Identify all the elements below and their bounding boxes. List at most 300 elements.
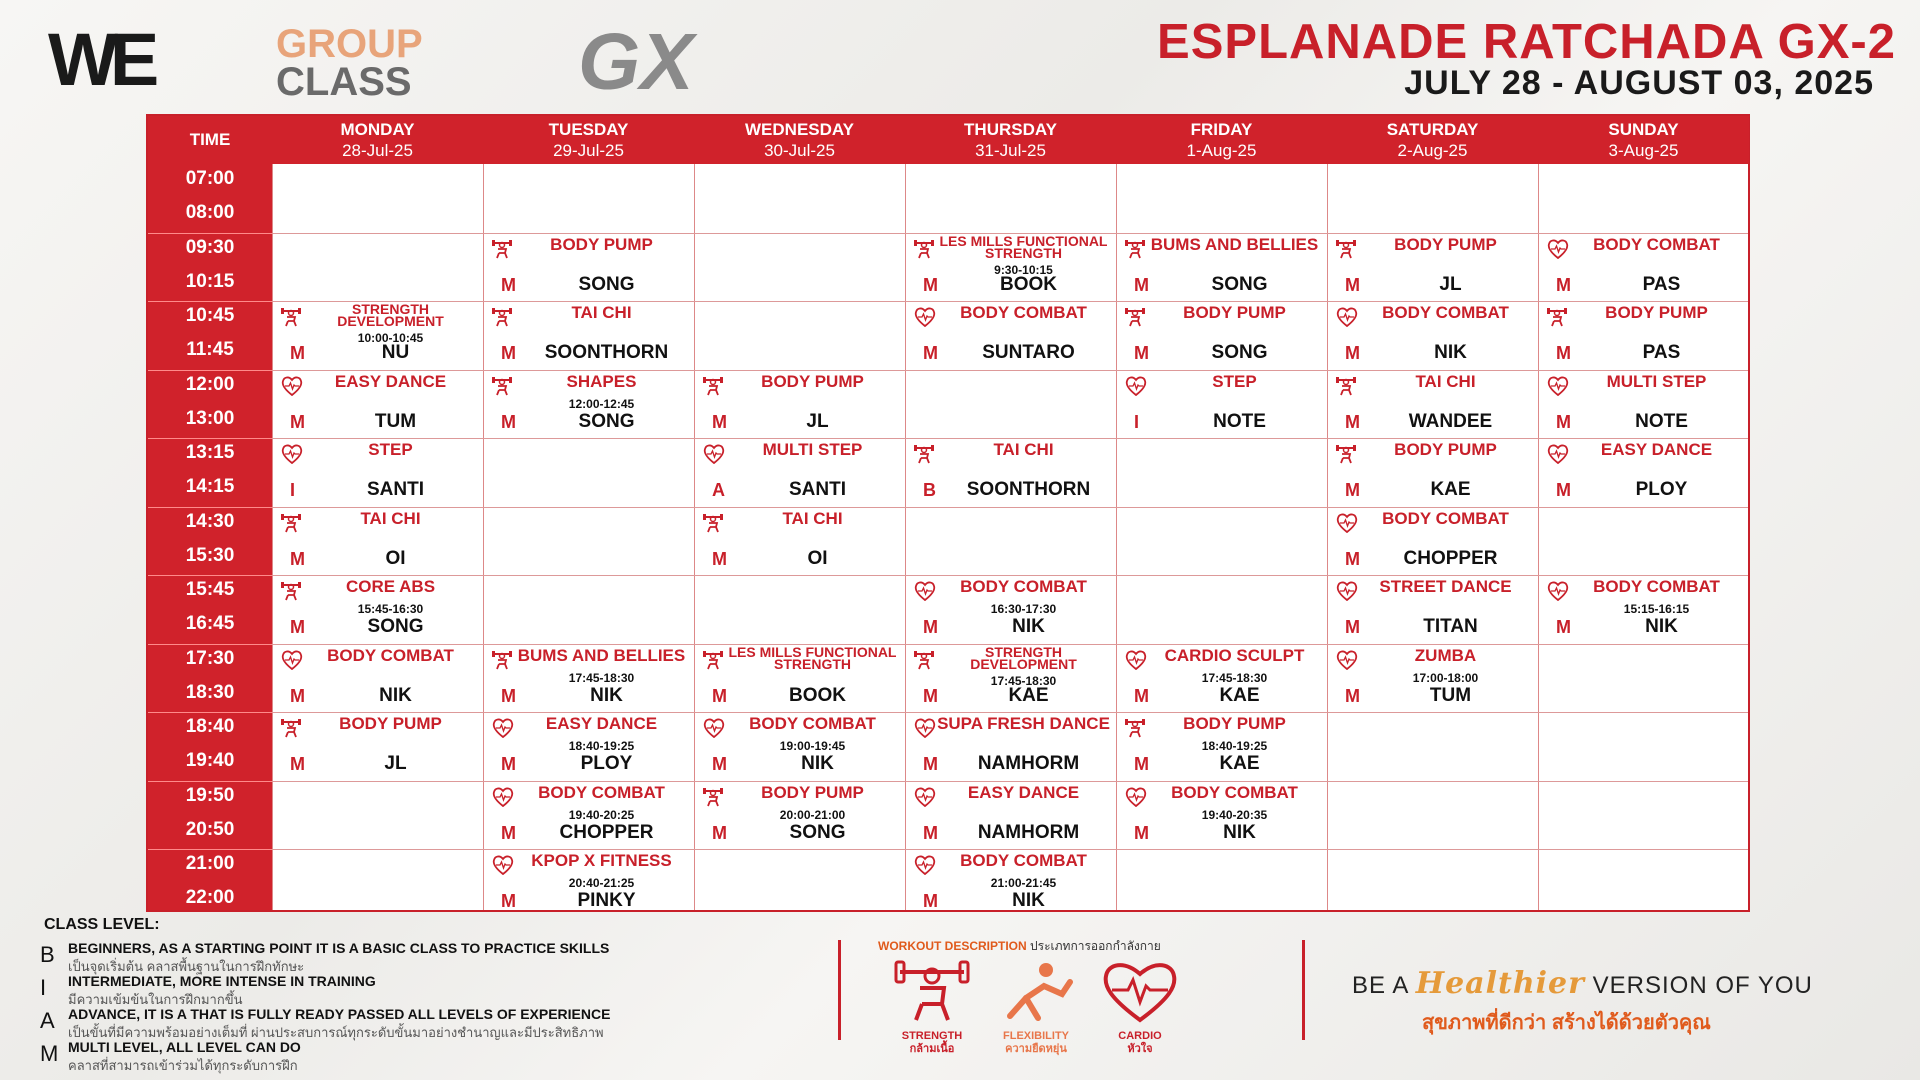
class-name: BODY PUMP — [550, 234, 653, 254]
instructor: NIK — [590, 684, 623, 706]
class-cell[interactable] — [1327, 233, 1538, 301]
cardio-icon — [1546, 581, 1568, 601]
cardio-icon — [1335, 650, 1357, 670]
time-end: 19:40 — [185, 750, 235, 771]
class-cell[interactable] — [694, 370, 905, 438]
day-header — [483, 116, 694, 164]
strength-icon — [1124, 718, 1146, 738]
class-level: M — [923, 617, 938, 637]
day-header — [1116, 116, 1327, 164]
class-cell[interactable] — [694, 644, 905, 712]
class-name: BODY COMBAT — [960, 577, 1087, 596]
class-cell[interactable] — [1538, 370, 1749, 438]
class-level: M — [923, 685, 938, 706]
cardio-icon — [1335, 581, 1357, 601]
class-name: BODY COMBAT — [327, 645, 454, 665]
instructor: SONG — [578, 410, 635, 432]
cardio-icon — [1124, 376, 1146, 396]
time-end: 16:45 — [185, 613, 235, 634]
class-level: M — [1556, 617, 1571, 637]
class-name: STRENGTH DEVELOPMENT — [970, 643, 1077, 672]
level-description: BEGINNERS, AS A STARTING POINT IT IS A BASIC CLASS TO PRACTICE SKILLS — [68, 940, 610, 956]
class-name: BODY COMBAT — [1593, 577, 1720, 596]
cardio-icon — [702, 718, 724, 738]
class-time: 17:45-18:30 — [1201, 670, 1268, 685]
strength-icon — [702, 376, 724, 396]
class-cell[interactable] — [483, 370, 694, 438]
day-header — [694, 116, 905, 164]
strength-icon — [1124, 239, 1146, 259]
divider — [838, 940, 841, 1040]
class-cell[interactable] — [272, 301, 483, 369]
class-cell[interactable] — [1327, 644, 1538, 712]
day-date: 29-Jul-25 — [553, 141, 624, 160]
instructor: CHOPPER — [559, 821, 654, 843]
day-name: TUESDAY — [548, 120, 629, 139]
date-range: JULY 28 - AUGUST 03, 2025 — [1404, 64, 1874, 102]
cardio-icon — [913, 581, 935, 601]
logo-gx: GX — [578, 17, 694, 106]
class-name: TAI CHI — [360, 508, 421, 528]
class-level: M — [290, 548, 305, 569]
class-level: I — [290, 480, 296, 500]
class-cell[interactable] — [272, 438, 483, 506]
grid-line — [148, 301, 272, 302]
cardio-icon — [702, 444, 724, 464]
class-name: LES MILLS FUNCTIONAL STRENGTH — [939, 232, 1108, 261]
class-cell[interactable] — [483, 781, 694, 849]
class-cell[interactable] — [272, 575, 483, 643]
day-header — [1327, 116, 1538, 164]
instructor: NAMHORM — [977, 821, 1080, 843]
cardio-icon — [913, 718, 935, 738]
instructor: PAS — [1642, 273, 1681, 295]
class-level: M — [1134, 685, 1149, 706]
time-start: 10:45 — [185, 305, 235, 326]
grid-line — [148, 507, 272, 508]
instructor: KAE — [1219, 753, 1260, 774]
class-name: SHAPES — [566, 371, 637, 391]
class-level: M — [501, 822, 516, 843]
day-header — [1538, 116, 1749, 164]
class-name: BODY COMBAT — [1593, 234, 1720, 254]
instructor: SONG — [578, 273, 635, 295]
strength-icon — [1124, 307, 1146, 327]
time-end: 08:00 — [185, 202, 235, 223]
class-name: LES MILLS FUNCTIONAL STRENGTH — [728, 643, 897, 672]
instructor: BOOK — [1000, 273, 1057, 295]
class-cell[interactable] — [272, 644, 483, 712]
time-start: 19:50 — [185, 784, 235, 806]
cardio-icon — [913, 307, 935, 327]
class-cell[interactable] — [1538, 575, 1749, 643]
time-end: 22:00 — [185, 887, 235, 908]
instructor: CHOPPER — [1403, 547, 1498, 569]
class-cell[interactable] — [905, 438, 1116, 506]
class-name: BODY PUMP — [1605, 303, 1708, 322]
instructor: SANTI — [789, 479, 846, 500]
tagline-th: สุขภาพที่ดีกว่า สร้างได้ด้วยตัวคุณ — [1422, 1012, 1711, 1034]
class-level: M — [712, 548, 727, 569]
class-cell[interactable] — [905, 712, 1116, 780]
class-name: BODY PUMP — [1394, 234, 1497, 254]
time-end: 18:30 — [185, 681, 235, 703]
time-end: 14:15 — [185, 476, 235, 497]
class-level: I — [1134, 411, 1140, 432]
instructor: BOOK — [789, 684, 846, 706]
grid-line — [148, 370, 272, 371]
class-cell[interactable] — [905, 233, 1116, 301]
strength-icon — [280, 307, 302, 327]
instructor: NIK — [801, 753, 834, 774]
class-cell[interactable] — [1116, 370, 1327, 438]
class-level: M — [1345, 548, 1360, 569]
instructor: NIK — [1012, 890, 1045, 911]
time-start: 09:30 — [185, 236, 235, 258]
instructor: TITAN — [1423, 616, 1478, 637]
cardio-icon — [1546, 444, 1568, 464]
class-cell[interactable] — [483, 712, 694, 780]
class-name: EASY DANCE — [334, 371, 447, 391]
cardio-icon — [280, 650, 302, 670]
class-cell[interactable] — [483, 233, 694, 301]
instructor: JL — [384, 753, 407, 774]
time-end: 11:45 — [186, 339, 234, 360]
class-level: M — [501, 754, 516, 774]
instructor: PINKY — [577, 890, 636, 911]
class-name: EASY DANCE — [1600, 440, 1713, 459]
class-cell[interactable] — [1538, 438, 1749, 506]
class-level: M — [1345, 343, 1360, 363]
cardio-icon — [491, 787, 513, 807]
day-name: WEDNESDAY — [745, 120, 854, 139]
class-level: M — [923, 891, 938, 911]
class-cell[interactable] — [905, 781, 1116, 849]
strength-icon — [491, 376, 513, 396]
class-cell[interactable] — [272, 370, 483, 438]
instructor: KAE — [1219, 684, 1260, 706]
flexibility-label-th: ความยืดหยุ่น — [1005, 1043, 1067, 1055]
time-end: 20:50 — [185, 818, 235, 840]
instructor: NIK — [1012, 616, 1045, 637]
class-name: STRENGTH DEVELOPMENT — [337, 301, 444, 329]
class-cell[interactable] — [1116, 301, 1327, 369]
instructor: NOTE — [1213, 410, 1266, 432]
cardio-icon — [1335, 513, 1357, 533]
time-column — [148, 164, 272, 910]
day-date: 1-Aug-25 — [1186, 141, 1257, 160]
level-description-th: คลาสที่สามารถเข้าร่วมได้ทุกระดับการฝึก — [68, 1058, 298, 1073]
instructor: JL — [806, 410, 829, 432]
class-name: KPOP X FITNESS — [531, 851, 672, 870]
class-cell[interactable] — [1116, 781, 1327, 849]
class-name: SUPA FRESH DANCE — [937, 714, 1110, 733]
instructor: SONG — [1211, 342, 1268, 363]
class-level: M — [1345, 685, 1360, 706]
instructor: OI — [385, 547, 406, 569]
class-name: STEP — [1212, 371, 1257, 391]
class-level: M — [1345, 617, 1360, 637]
class-name: BODY PUMP — [761, 782, 864, 802]
class-name: BODY PUMP — [761, 371, 864, 391]
class-name: MULTI STEP — [1606, 371, 1707, 391]
class-name: BODY PUMP — [1394, 440, 1497, 459]
time-end: 10:15 — [185, 270, 235, 292]
cardio-icon — [1546, 239, 1568, 259]
class-cell[interactable] — [694, 712, 905, 780]
grid-line — [148, 644, 272, 645]
tagline: BE A Healthier VERSION OF YOU — [1352, 966, 1813, 1001]
instructor: NIK — [1223, 821, 1256, 843]
class-cell[interactable] — [1538, 301, 1749, 369]
grid-line — [148, 781, 272, 782]
class-name: TAI CHI — [571, 303, 632, 322]
class-cell[interactable] — [272, 712, 483, 780]
class-time: 17:45-18:30 — [568, 670, 635, 685]
class-time: 19:00-19:45 — [779, 739, 846, 753]
class-time: 20:00-21:00 — [779, 807, 846, 822]
instructor: PLOY — [1635, 479, 1688, 500]
legend-title: CLASS LEVEL: — [44, 916, 160, 933]
strength-icon — [702, 650, 724, 670]
level-description: INTERMEDIATE, MORE INTENSE IN TRAINING — [68, 973, 376, 989]
instructor: PLOY — [580, 753, 633, 774]
class-cell[interactable] — [1327, 575, 1538, 643]
cardio-icon — [280, 444, 302, 464]
cardio-icon — [913, 787, 935, 807]
day-name: FRIDAY — [1190, 120, 1253, 139]
cardio-icon — [1546, 376, 1568, 396]
strength-icon — [280, 581, 302, 601]
instructor: NOTE — [1635, 410, 1688, 432]
day-name: THURSDAY — [964, 120, 1057, 139]
class-level: M — [501, 343, 516, 363]
strength-icon — [913, 444, 935, 464]
class-name: ZUMBA — [1414, 645, 1477, 665]
class-name: TAI CHI — [1415, 371, 1476, 391]
strength-icon — [1335, 444, 1357, 464]
class-cell[interactable] — [905, 644, 1116, 712]
logo-group: GROUP — [276, 22, 423, 66]
level-description-th: มีความเข้มข้นในการฝึกมากขึ้น — [68, 992, 243, 1007]
time-header: TIME — [148, 116, 272, 164]
day-name: SATURDAY — [1386, 120, 1479, 139]
class-name: BODY COMBAT — [1171, 782, 1298, 802]
instructor: TUM — [1429, 684, 1472, 706]
strength-label-th: กล้ามเนื้อ — [909, 1043, 955, 1055]
class-cell[interactable] — [483, 644, 694, 712]
brand-logo — [48, 17, 748, 106]
class-level: M — [1556, 480, 1571, 500]
class-time: 10:00-10:45 — [357, 331, 424, 345]
strength-icon — [1335, 376, 1357, 396]
instructor: PAS — [1642, 342, 1681, 363]
class-level: M — [712, 411, 727, 432]
level-description: ADVANCE, IT IS A THAT IS FULLY READY PASSED ALL LEVELS OF EXPERIENCE — [68, 1006, 611, 1022]
class-cell[interactable] — [272, 507, 483, 575]
class-cell[interactable] — [483, 849, 694, 917]
day-date: 28-Jul-25 — [342, 141, 413, 160]
class-level: M — [923, 274, 938, 295]
class-cell[interactable] — [1327, 507, 1538, 575]
class-cell[interactable] — [1327, 438, 1538, 506]
instructor: OI — [807, 547, 828, 569]
class-level: M — [923, 343, 938, 363]
instructor: NIK — [379, 684, 412, 706]
class-level: M — [501, 274, 516, 295]
class-cell[interactable] — [905, 849, 1116, 917]
class-cell[interactable] — [694, 507, 905, 575]
class-name: TAI CHI — [993, 440, 1054, 459]
class-name: BODY COMBAT — [960, 303, 1087, 322]
instructor: NAMHORM — [977, 753, 1080, 774]
day-date: 3-Aug-25 — [1608, 141, 1679, 160]
cardio-icon — [913, 855, 935, 875]
cardio-icon — [280, 376, 302, 396]
class-level: B — [923, 480, 936, 500]
day-date: 30-Jul-25 — [764, 141, 835, 160]
class-cell[interactable] — [1116, 233, 1327, 301]
class-level: M — [923, 822, 938, 843]
class-name: MULTI STEP — [762, 440, 863, 459]
grid-line — [148, 575, 272, 576]
class-name: STEP — [368, 440, 413, 459]
logo-class: CLASS — [276, 60, 412, 104]
class-level: M — [1345, 480, 1360, 500]
day-name: SUNDAY — [1608, 120, 1679, 139]
class-cell[interactable] — [905, 575, 1116, 643]
class-level: M — [1345, 411, 1360, 432]
class-cell[interactable] — [1327, 370, 1538, 438]
class-level: M — [923, 754, 938, 774]
day-header — [272, 116, 483, 164]
grid-line — [148, 712, 272, 713]
instructor: SUNTARO — [982, 342, 1075, 363]
class-level: A — [712, 480, 725, 500]
time-start: 18:40 — [185, 716, 235, 737]
cardio-icon — [1124, 650, 1146, 670]
instructor: WANDEE — [1408, 410, 1493, 432]
class-time: 12:00-12:45 — [568, 396, 635, 411]
instructor: JL — [1439, 273, 1462, 295]
strength-icon — [280, 718, 302, 738]
instructor: SONG — [789, 821, 846, 843]
class-cell[interactable] — [905, 301, 1116, 369]
instructor: TUM — [374, 410, 417, 432]
class-time: 15:45-16:30 — [357, 602, 424, 616]
workout-flexibility — [986, 958, 1086, 1055]
class-cell[interactable] — [1116, 644, 1327, 712]
strength-icon — [1335, 239, 1357, 259]
strength-icon — [491, 239, 513, 259]
class-time: 19:40-20:35 — [1201, 807, 1268, 822]
level-letter: A — [40, 1008, 55, 1033]
time-start: 07:00 — [185, 168, 235, 189]
strength-icon — [491, 650, 513, 670]
class-level: M — [290, 685, 305, 706]
time-start: 13:15 — [185, 442, 235, 463]
class-time: 18:40-19:25 — [568, 739, 635, 753]
class-name: BODY COMBAT — [1382, 508, 1509, 528]
cardio-label: CARDIO — [1118, 1030, 1162, 1042]
class-level: M — [1134, 754, 1149, 774]
class-name: BODY PUMP — [1183, 714, 1286, 733]
class-name: BODY COMBAT — [538, 782, 665, 802]
class-cell[interactable] — [1327, 301, 1538, 369]
instructor: SOONTHORN — [966, 479, 1091, 500]
level-description-th: เป็นจุดเริ่มต้น คลาสพื้นฐานในการฝึกทักษะ — [68, 959, 305, 974]
class-level: M — [1134, 274, 1149, 295]
level-letter: B — [40, 942, 55, 967]
class-name: BODY PUMP — [339, 714, 442, 733]
class-cell[interactable] — [1538, 233, 1749, 301]
schedule-table — [146, 114, 1750, 912]
grid-line — [148, 849, 272, 850]
workout-description-title: WORKOUT DESCRIPTION ประเภทการออกกำลังกาย — [878, 939, 1161, 953]
instructor: KAE — [1008, 684, 1049, 706]
class-name: TAI CHI — [782, 508, 843, 528]
class-cell[interactable] — [694, 438, 905, 506]
cardio-icon — [491, 855, 513, 875]
instructor: SONG — [367, 616, 424, 637]
instructor: NIK — [1434, 342, 1467, 363]
class-time: 9:30-10:15 — [994, 262, 1053, 277]
cardio-icon — [1100, 958, 1180, 1024]
class-level: M — [712, 822, 727, 843]
class-level: M — [290, 343, 305, 363]
class-level: M — [1556, 411, 1571, 432]
class-name: STREET DANCE — [1379, 577, 1512, 596]
class-name: BUMS AND BELLIES — [517, 645, 686, 665]
time-end: 15:30 — [185, 544, 235, 566]
day-date: 2-Aug-25 — [1397, 141, 1468, 160]
class-name: BODY COMBAT — [960, 851, 1087, 870]
level-letter: M — [40, 1041, 59, 1066]
class-level: M — [712, 754, 727, 774]
class-level: M — [290, 617, 305, 637]
class-time: 20:40-21:25 — [568, 876, 635, 890]
class-name: BODY COMBAT — [1382, 303, 1509, 322]
strength-icon — [280, 513, 302, 533]
class-time: 15:15-16:15 — [1623, 602, 1690, 616]
class-cell[interactable] — [1116, 712, 1327, 780]
class-level: M — [290, 411, 305, 432]
flexibility-icon — [996, 958, 1076, 1024]
class-time: 17:45-18:30 — [990, 673, 1057, 688]
class-level: M — [290, 754, 305, 774]
workout-cardio — [1090, 958, 1190, 1055]
class-cell[interactable] — [694, 781, 905, 849]
class-cell[interactable] — [483, 301, 694, 369]
class-level: M — [1134, 343, 1149, 363]
class-level: M — [1345, 274, 1360, 295]
class-name: BODY COMBAT — [749, 714, 876, 733]
cardio-icon — [1124, 787, 1146, 807]
strength-label: STRENGTH — [901, 1030, 963, 1042]
flexibility-label: FLEXIBILITY — [1003, 1030, 1069, 1042]
class-time: 21:00-21:45 — [990, 876, 1057, 890]
class-level: M — [1556, 343, 1571, 363]
time-start: 17:30 — [185, 647, 235, 669]
instructor: NIK — [1645, 616, 1678, 637]
logo-we: WE — [48, 18, 152, 101]
cardio-label-th: หัวใจ — [1127, 1043, 1153, 1055]
day-header — [905, 116, 1116, 164]
class-name: CORE ABS — [345, 577, 436, 596]
strength-icon — [491, 307, 513, 327]
instructor: KAE — [1430, 479, 1471, 500]
strength-icon — [913, 650, 935, 670]
